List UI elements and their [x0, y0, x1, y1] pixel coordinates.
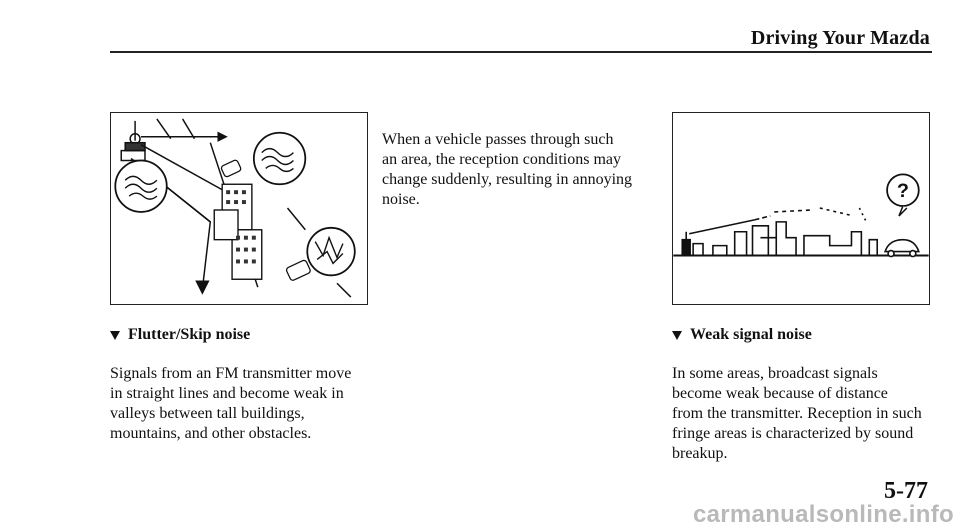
header-rule [110, 51, 932, 53]
weak-signal-illustration [672, 112, 930, 305]
weak-signal-heading-text: Weak signal noise [690, 326, 812, 343]
flutter-skip-heading [110, 326, 250, 344]
watermark: carmanualsonline.info [692, 501, 954, 528]
down-triangle-icon [672, 331, 682, 340]
page-header-title: Driving Your Mazda [750, 27, 930, 49]
page-number: 5-77 [884, 478, 928, 504]
flutter-skip-paragraph: Signals from an FM transmitter move in straight lines and become weak in valleys between tall buildings, mountains, and other obstacles. [110, 365, 352, 442]
weak-signal-paragraph: In some areas, broadcast signals become weak because of distance from the transmitter. Reception in such fringe areas is characterized by sound breakup. [672, 365, 922, 462]
reception-change-paragraph: When a vehicle passes through such an area, the reception conditions may change suddenly, resulting in annoying noise. [382, 131, 633, 208]
flutter-skip-illustration [110, 112, 368, 305]
question-bubble-icon [887, 174, 919, 216]
down-triangle-icon [110, 331, 120, 340]
fm-transmitter-buildings-icon [111, 113, 367, 304]
flutter-skip-heading-text: Flutter/Skip noise [128, 326, 251, 343]
weak-signal-distance-icon [673, 113, 929, 304]
svg-text:?: ? [896, 180, 909, 203]
weak-signal-heading [672, 326, 812, 344]
